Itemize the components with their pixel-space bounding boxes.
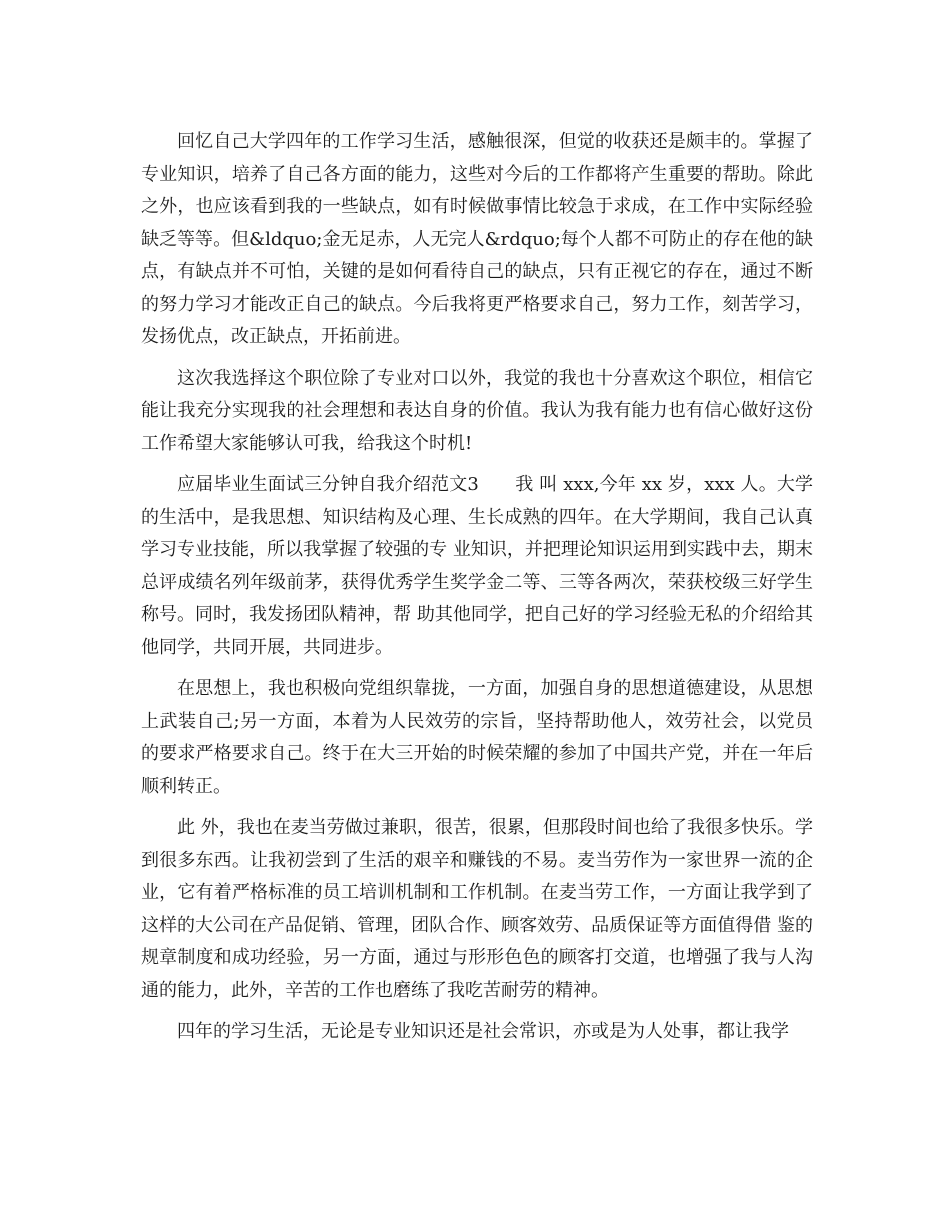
paragraph-4: 在思想上，我也积极向党组织靠拢，一方面，加强自身的思想道德建设，从思想上武装自己;另一方面，本着为人民效劳的宗旨，坚持帮助他人，效劳社会，以党员的要求严格要求自己。终于在大三开始的时候荣耀的参加了中国共产党，并在一年后顺利转正。 (141, 678, 813, 797)
paragraph-2: 这次我选择这个职位除了专业对口以外，我觉的我也十分喜欢这个职位，相信它能让我充分实现我的社会理想和表达自身的价值。我认为我有能力也有信心做好这份工作希望大家能够认可我，给我这个时机! (141, 367, 813, 454)
paragraph-6: 四年的学习生活，无论是专业知识还是社会常识，亦或是为人处事，都让我学 (177, 1021, 789, 1042)
paragraph-5: 此 外，我也在麦当劳做过兼职，很苦，很累，但那段时间也给了我很多快乐。学到很多东西。让我初尝到了生活的艰辛和赚钱的不易。麦当劳作为一家世界一流的企 业，它有着严格标准的员工培训机制和工作机制。在麦当劳工作，一方面让我学到了这样的大公司在产品促销、管理，团队合作、顾客效劳、品质保证等方面值得借 鉴的规章制度和成功经验，另一方面，通过与形形色色的顾客打交道，也增强了我与人沟通的能力，此外，辛苦的工作也磨练了我吃苦耐劳的精神。 (141, 817, 813, 1001)
paragraph-1: 回忆自己大学四年的工作学习生活，感触很深，但觉的收获还是颇丰的。掌握了专业知识，培养了自己各方面的能力，这些对今后的工作都将产生重要的帮助。除此之外，也应该看到我的一些缺点，如有时候做事情比较急于求成，在工作中实际经验缺乏等等。但&ldquo;金无足赤，人无完人&rdquo;每个人都不可防止的存在他的缺点，有缺点并不可怕，关键的是如何看待自己的缺点，只有正视它的存在，通过不断的努力学习才能改正自己的缺点。今后我将更严格要求自己，努力工作，刻苦学习，发扬优点，改正缺点，开拓前进。 (141, 131, 813, 347)
document-body (141, 126, 813, 1049)
paragraph-3: 应届毕业生面试三分钟自我介绍范文3 我 叫 xxx,今年 xx 岁，xxx 人。大学的生活中，是我思想、知识结构及心理、生长成熟的四年。在大学期间，我自己认真学习专业技能，所以我掌握了较强的专 业知识，并把理论知识运用到实践中去，期末总评成绩名列年级前茅，获得优秀学生奖学金二等、三等各两次，荣获校级三好学生称号。同时，我发扬团队精神，帮 助其他同学，把自己好的学习经验无私的介绍给其他同学，共同开展，共同进步。 (141, 474, 813, 658)
